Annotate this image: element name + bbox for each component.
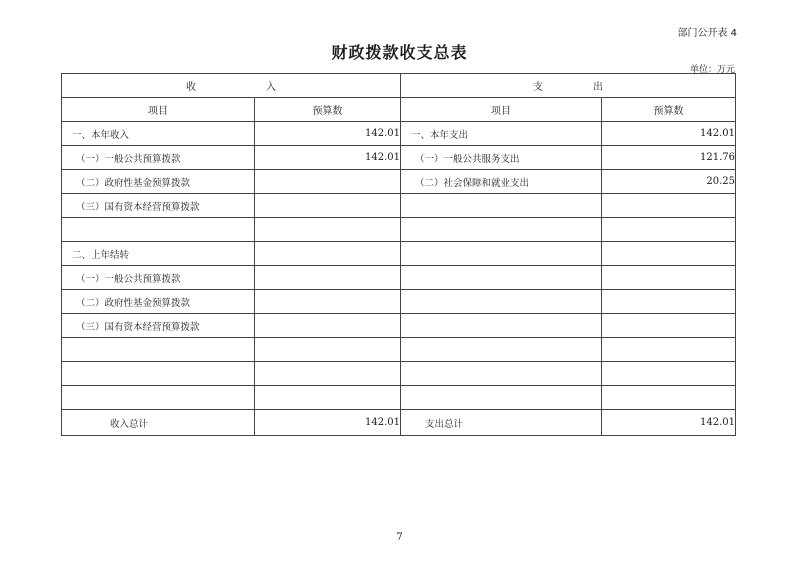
income-item-cell: （一）一般公共预算拨款 (62, 146, 255, 170)
income-item-cell: 二、上年结转 (62, 242, 255, 266)
totals-row (62, 410, 736, 436)
income-item-cell: （三）国有资本经营预算拨款 (62, 194, 255, 218)
expense-item-cell (401, 386, 602, 410)
column-header-row (62, 98, 736, 122)
section-header-row (62, 74, 736, 98)
expense-item-cell (401, 314, 602, 338)
expense-item-cell (401, 362, 602, 386)
expense-value-cell: 121.76 (602, 146, 736, 170)
income-item-cell: 一、本年收入 (62, 122, 255, 146)
income-value-cell (255, 242, 401, 266)
expense-item-cell: 一、本年支出 (401, 122, 602, 146)
expense-value-cell (602, 266, 736, 290)
expense-item-cell (401, 194, 602, 218)
expense-value-cell (602, 362, 736, 386)
table-row (62, 170, 736, 194)
table-row (62, 122, 736, 146)
expense-total-label: 支出总计 (401, 410, 602, 436)
income-section-header: 收 入 (62, 74, 401, 98)
expense-item-cell: （二）社会保障和就业支出 (401, 170, 602, 194)
expense-value-cell: 20.25 (602, 170, 736, 194)
income-value-cell (255, 386, 401, 410)
table-row (62, 218, 736, 242)
income-item-cell (62, 338, 255, 362)
budget-table (61, 73, 736, 436)
expense-value-cell (602, 218, 736, 242)
income-item-cell: （一）一般公共预算拨款 (62, 266, 255, 290)
expense-item-cell (401, 338, 602, 362)
income-item-cell (62, 218, 255, 242)
table-row (62, 194, 736, 218)
table-row (62, 338, 736, 362)
expense-item-cell (401, 242, 602, 266)
income-value-cell (255, 314, 401, 338)
table-row (62, 362, 736, 386)
unit-label: 单位：万元 (689, 65, 735, 75)
page-number: 7 (396, 532, 403, 543)
expense-value-cell (602, 194, 736, 218)
table-row (62, 242, 736, 266)
income-value-cell (255, 266, 401, 290)
income-value-cell (255, 218, 401, 242)
expense-item-header: 项目 (401, 98, 602, 122)
income-value-cell (255, 194, 401, 218)
income-item-cell: （二）政府性基金预算拨款 (62, 170, 255, 194)
table-row (62, 314, 736, 338)
table-number-label: 部门公开表 4 (677, 28, 737, 39)
expense-item-cell (401, 266, 602, 290)
income-item-cell: （二）政府性基金预算拨款 (62, 290, 255, 314)
income-item-cell: （三）国有资本经营预算拨款 (62, 314, 255, 338)
income-budget-header: 预算数 (255, 98, 401, 122)
income-value-cell (255, 362, 401, 386)
expense-budget-header: 预算数 (602, 98, 736, 122)
income-value-cell: 142.01 (255, 122, 401, 146)
expense-item-cell (401, 290, 602, 314)
table-row (62, 266, 736, 290)
expense-value-cell (602, 386, 736, 410)
income-value-cell (255, 290, 401, 314)
table-row (62, 386, 736, 410)
expense-section-header: 支 出 (401, 74, 736, 98)
expense-value-cell (602, 314, 736, 338)
expense-value-cell: 142.01 (602, 122, 736, 146)
income-item-header: 项目 (62, 98, 255, 122)
income-total-value: 142.01 (255, 410, 401, 436)
expense-total-value: 142.01 (602, 410, 736, 436)
page-title: 财政拨款收支总表 (331, 43, 468, 62)
expense-value-cell (602, 290, 736, 314)
income-value-cell: 142.01 (255, 146, 401, 170)
table-row (62, 146, 736, 170)
income-total-label: 收入总计 (62, 410, 255, 436)
income-value-cell (255, 338, 401, 362)
expense-item-cell: （一）一般公共服务支出 (401, 146, 602, 170)
expense-value-cell (602, 338, 736, 362)
expense-item-cell (401, 218, 602, 242)
income-item-cell (62, 386, 255, 410)
income-item-cell (62, 362, 255, 386)
expense-value-cell (602, 242, 736, 266)
income-value-cell (255, 170, 401, 194)
table-row (62, 290, 736, 314)
